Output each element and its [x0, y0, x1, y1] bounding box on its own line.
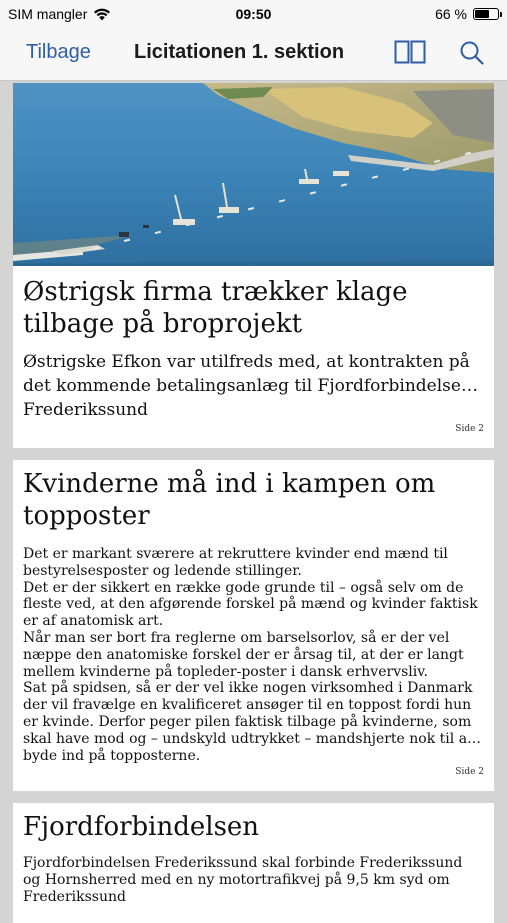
article-card[interactable] [13, 803, 494, 923]
battery-percent: 66 % [435, 6, 467, 22]
status-bar [0, 0, 507, 28]
article-headline: Kvinderne må ind i kampen om topposter [23, 469, 436, 531]
article-body [13, 532, 494, 764]
article-headline: Østrigsk firma trækker klage tilbage på broprojekt [23, 277, 408, 339]
article-lead: Østrigske Efkon var utilfreds med, at kontrakten på det kommende betalingsanlæg til Fjordforbindelsen Frederikssund [23, 352, 472, 420]
status-right [435, 6, 499, 22]
article-lead: Fjordforbindelsen Frederikssund skal forbinde Frederikssund og Hornsherred med en ny motortrafikvej på 9,5 km syd om Frederikssund [23, 855, 463, 905]
battery-icon [473, 8, 499, 20]
article-paragraph: Det er der sikkert en række gode grunde til – også selv om de fleste ved, at den afgørende forskel på mænd og kvinder faktisk er af anatomisk art. [23, 579, 478, 630]
search-icon[interactable] [459, 40, 485, 71]
article-list[interactable] [0, 81, 507, 905]
status-time: 09:50 [235, 6, 272, 22]
article-paragraph: Det er markant sværere at rekruttere kvinder end mænd til bestyrelsesposter og ledende stillinger. [23, 546, 448, 579]
article-image [13, 83, 494, 266]
battery-fill [475, 10, 489, 18]
article-card[interactable] [13, 83, 494, 448]
article-card[interactable] [13, 460, 494, 791]
carrier-label: SIM mangler [8, 6, 88, 22]
back-button[interactable]: Tilbage [26, 41, 91, 63]
page-title: Licitationen 1. sektion [134, 41, 345, 63]
article-headline: Fjordforbindelsen [23, 812, 260, 842]
article-paragraph: Sat på spidsen, så er der vel ikke nogen virksomhed i Danmark der vil fravælge en kvalificeret ansøger til en toppost fordi hun er kvinde. Derfor peger pilen faktisk tilbage på kvinderne, som skal have mod og – undskyld udtrykket – mandshjerte nok til at byde ind på topposterne. [23, 680, 473, 764]
book-icon[interactable] [394, 40, 426, 69]
article-paragraph: Når man ser bort fra reglerne om barselsorlov, så er der vel næppe den anatomiske forskel der er årsag til, at der er langt mellem kvinderne på topleder-poster i dansk erhvervsliv. [23, 629, 464, 680]
nav-bar [0, 28, 507, 81]
page-reference: Side 2 [455, 424, 484, 434]
page-reference: Side 2 [455, 767, 484, 777]
